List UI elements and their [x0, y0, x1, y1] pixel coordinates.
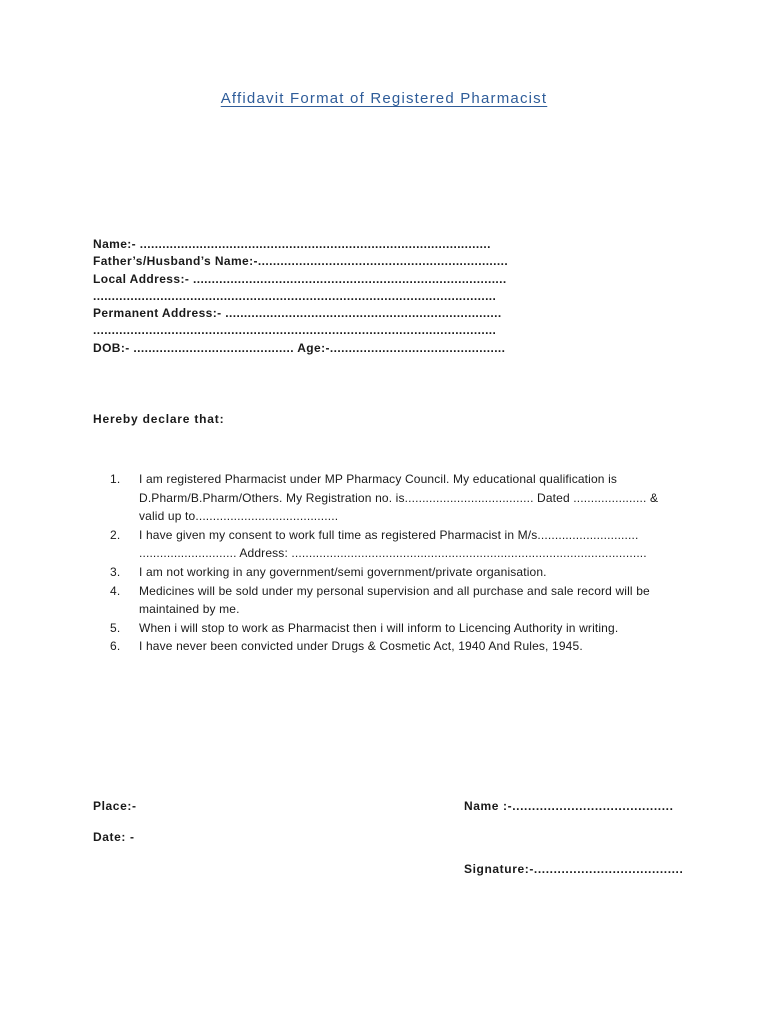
list-item-text: I am registered Pharmacist under MP Pharmacy Council. My educational qualification is D.Pharm/B.Pharm/Others. My Registration no. is..................................... Dated ..................... & valid up to.........................................	[139, 472, 659, 524]
local-address-field: Local Address:- ....................................................................................	[93, 271, 507, 286]
local-address-continuation: ............................................................................................................	[93, 288, 497, 303]
permanent-address-field: Permanent Address:- ..........................................................................	[93, 306, 502, 321]
place-label: Place:-	[93, 799, 137, 813]
date-label: Date: -	[93, 830, 135, 844]
list-item-number: 4.	[110, 583, 121, 598]
document-title: Affidavit Format of Registered Pharmacist	[220, 90, 548, 107]
list-item-number: 6.	[110, 639, 121, 654]
signature-field: Signature:-......................................	[464, 862, 684, 876]
list-item	[110, 637, 680, 656]
list-item-text: I am not working in any government/semi government/private organisation.	[139, 564, 547, 579]
dob-age-field: DOB:- ........................................... Age:-...............................................	[93, 340, 506, 355]
permanent-address-continuation: ............................................................................................................	[93, 323, 497, 338]
list-item	[110, 619, 680, 638]
list-item-text: I have never been convicted under Drugs & Cosmetic Act, 1940 And Rules, 1945.	[139, 639, 583, 654]
list-item-number: 1.	[110, 472, 121, 486]
list-item-number: 5.	[110, 620, 121, 635]
name-field: Name:- ..............................................................................................	[93, 237, 491, 251]
list-item-text: Medicines will be sold under my personal supervision and all purchase and sale record will be maintained by me.	[139, 583, 650, 617]
list-item	[110, 526, 680, 563]
list-item	[110, 582, 680, 619]
father-husband-name-field: Father’s/Husband’s Name:-...................................................................	[93, 254, 509, 269]
declaration-list	[110, 470, 680, 656]
list-item	[110, 470, 680, 526]
personal-details-section	[93, 236, 513, 357]
list-item-text: When i will stop to work as Pharmacist then i will inform to Licencing Authority in writing.	[139, 620, 619, 635]
declaration-heading: Hereby declare that:	[93, 412, 225, 426]
list-item-number: 3.	[110, 564, 121, 579]
list-item-text: I have given my consent to work full time as registered Pharmacist in M/s............................. ............................ Address: ......................................................................................................	[139, 527, 647, 561]
signatory-name-field: Name :-.........................................	[464, 799, 674, 813]
list-item-number: 2.	[110, 527, 121, 542]
list-item	[110, 563, 680, 582]
